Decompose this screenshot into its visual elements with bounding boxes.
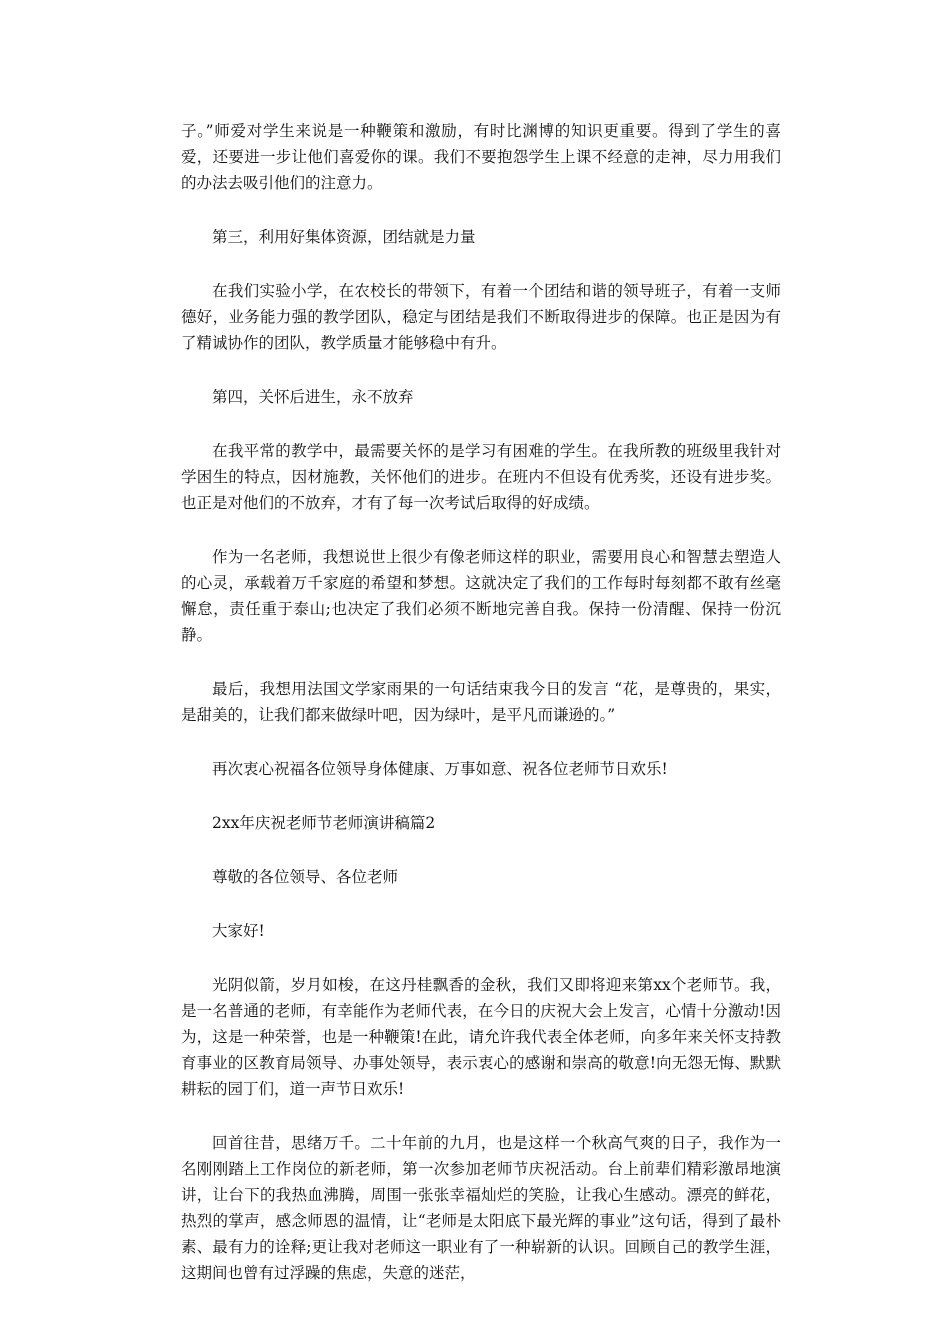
salutation: 尊敬的各位领导、各位老师 bbox=[212, 868, 399, 886]
section-heading-3: 第三，利用好集体资源，团结就是力量 bbox=[212, 228, 476, 246]
paragraph-retrospect: 回首往昔，思绪万千。二十年前的九月，也是这样一个秋高气爽的日子，我作为一名刚刚踏上工作岗位的新老师，第一次参加老师节庆祝活动。台上前辈们精彩激昂地演讲，让台下的我热血沸腾，周围一张张幸福灿烂的笑脸，让我心生感动。漂亮的鲜花，热烈的掌声，感念师恩的温情，让“老师是太阳底下最光辉的事业”这句话，得到了最朴素、最有力的诠释;更让我对老师这一职业有了一种崭新的认识。回顾自己的教学生涯，这期间也曾有过浮躁的焦虑，失意的迷茫， bbox=[181, 1134, 781, 1282]
paragraph-team: 在我们实验小学，在农校长的带领下，有着一个团结和谐的领导班子，有着一支师德好，业务能力强的教学团队，稳定与团结是我们不断取得进步的保障。也正是因为有了精诚协作的团队，教学质量才能够稳中有升。 bbox=[181, 282, 781, 352]
paragraph-1: 子。”师爱对学生来说是一种鞭策和激励，有时比渊博的知识更重要。得到了学生的喜爱，还要进一步让他们喜爱你的课。我们不要抱怨学生上课不经意的走神，尽力用我们的办法去吸引他们的注意力。 bbox=[181, 122, 781, 192]
document-body bbox=[181, 118, 781, 1314]
paragraph-teacher-role: 作为一名老师，我想说世上很少有像老师这样的职业，需要用良心和智慧去塑造人的心灵，承载着万千家庭的希望和梦想。这就决定了我们的工作每时每刻都不敢有丝毫懈怠，责任重于泰山;也决定了我们必须不断地完善自我。保持一份清醒、保持一份沉静。 bbox=[181, 548, 781, 644]
paragraph-closing-quote: 最后，我想用法国文学家雨果的一句话结束我今日的发言 “花，是尊贵的，果实，是甜美的，让我们都来做绿叶吧，因为绿叶，是平凡而谦逊的。” bbox=[181, 680, 781, 724]
paragraph-intro: 光阴似箭，岁月如梭，在这丹桂飘香的金秋，我们又即将迎来第xx个老师节。我，是一名普通的老师，有幸能作为老师代表，在今日的庆祝大会上发言，心情十分激动!因为，这是一种荣誉，也是一种鞭策!在此，请允许我代表全体老师，向多年来关怀支持教育事业的区教育局领导、办事处领导，表示衷心的感谢和崇高的敬意!向无怨无悔、默默耕耘的园丁们，道一声节日欢乐! bbox=[181, 976, 781, 1098]
greeting: 大家好! bbox=[212, 922, 265, 940]
section-heading-4: 第四，关怀后进生，永不放弃 bbox=[212, 388, 414, 406]
paragraph-blessing: 再次衷心祝福各位领导身体健康、万事如意、祝各位老师节日欢乐! bbox=[212, 760, 668, 778]
speech-title-2: 2xx年庆祝老师节老师演讲稿篇2 bbox=[212, 814, 436, 832]
paragraph-care: 在我平常的教学中，最需要关怀的是学习有困难的学生。在我所教的班级里我针对学困生的特点，因材施教，关怀他们的进步。在班内不但设有优秀奖，还设有进步奖。也正是对他们的不放弃，才有了每一次考试后取得的好成绩。 bbox=[181, 442, 781, 512]
